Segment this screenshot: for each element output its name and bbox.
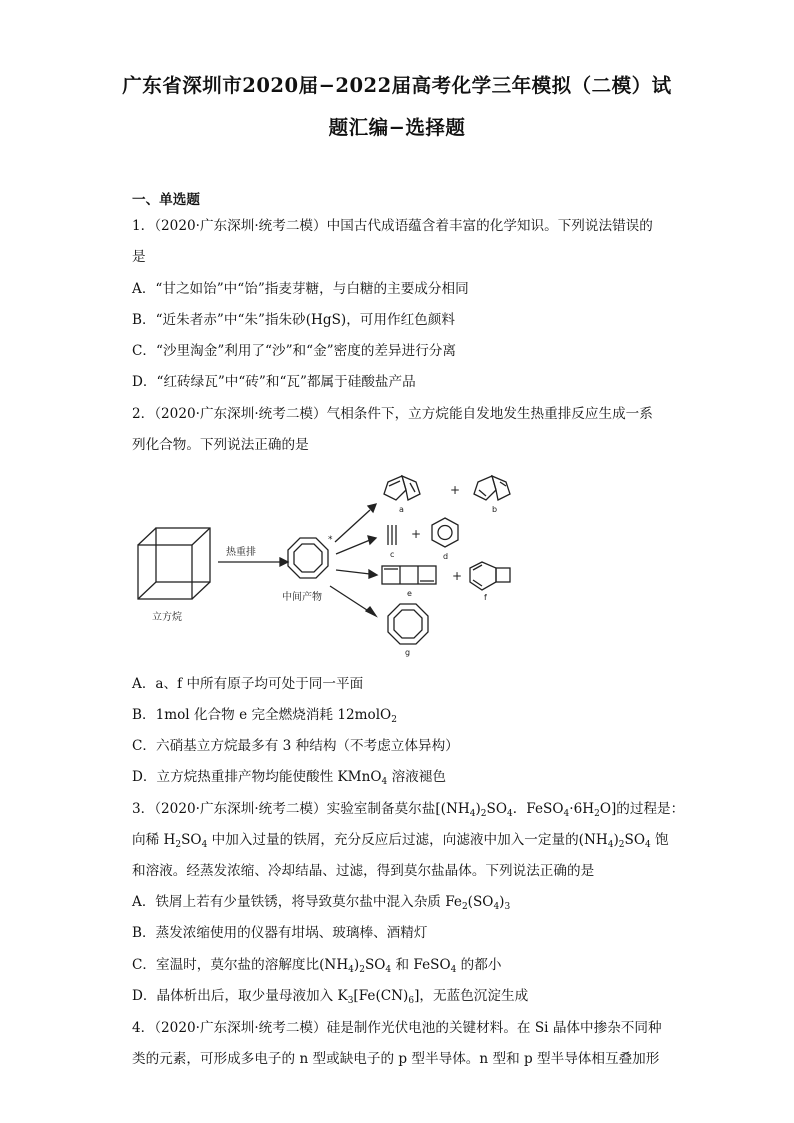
label-d: d (443, 552, 449, 561)
product-f-structure (470, 562, 510, 590)
product-c-structure (388, 525, 396, 545)
q3-stem-line1: 3．（2020·广东深圳·统考二模）实验室制备莫尔盐[$(NH_4)_2SO_4$．$FeSO_4\cdot 6H_2O$]的过程是： (132, 801, 685, 819)
q3-option-c: C．室温时，莫尔盐的溶解度比$(NH_4)_2SO_4$ 和 FeSO$_4$ 的都小 (132, 957, 502, 975)
plus-cd: + (411, 527, 422, 541)
label-g: g (405, 648, 411, 657)
cubane-label: 立方烷 (152, 612, 182, 623)
q1-stem-line1: 1．（2020·广东深圳·统考二模）中国古代成语蕴含着丰富的化学知识。下列说法错误的 (132, 218, 653, 234)
product-d-structure (432, 518, 458, 547)
product-g-structure (388, 604, 428, 644)
section-heading: 一、单选题 (132, 192, 200, 208)
q3-option-a: A．铁屑上若有少量铁锈，将导致莫尔盐中混入杂质 $Fe_2(SO_4)_3$ (132, 894, 511, 912)
q3-stem-line3: 和溶液。经蒸发浓缩、冷却结晶、过滤，得到莫尔盐晶体。下列说法正确的是 (132, 863, 595, 879)
radical-star: * (328, 535, 333, 545)
q1-option-c: C．“沙里淘金”利用了“沙”和“金”密度的差异进行分离 (132, 343, 456, 359)
label-b: b (492, 505, 498, 514)
q1-option-a: A．“甘之如饴”中“饴”指麦芽糖，与白糖的主要成分相同 (132, 281, 469, 297)
label-c: c (390, 550, 395, 559)
q4-stem-line1: 4．（2020·广东深圳·统考二模）硅是制作光伏电池的关键材料。在 Si 晶体中掺杂不同种 (132, 1020, 662, 1036)
doc-title-line2: 题汇编−选择题 (328, 116, 466, 139)
q1-option-d: D．“红砖绿瓦”中“砖”和“瓦”都属于硅酸盐产品 (132, 374, 416, 390)
q1-stem-line2: 是 (132, 249, 146, 265)
doc-title-line1: 广东省深圳市2020届−2022届高考化学三年模拟（二模）试 (122, 74, 672, 97)
label-e: e (407, 589, 412, 598)
plus-ab: + (450, 483, 461, 497)
q4-stem-line2: 类的元素，可形成多电子的 n 型或缺电子的 p 型半导体。n 型和 p 型半导体相互叠加形 (132, 1051, 660, 1067)
q2-option-d: D．立方烷热重排产物均能使酸性 KMnO$_4$ 溶液褪色 (132, 769, 446, 787)
q2-option-c: C．六硝基立方烷最多有 3 种结构（不考虑立体异构） (132, 738, 459, 754)
q3-stem-line2: 向稀 $H_2SO_4$ 中加入过量的铁屑，充分反应后过滤，向滤液中加入一定量的$(NH_4)_2SO_4$ 饱 (132, 832, 669, 850)
q2-stem-line2: 列化合物。下列说法正确的是 (132, 437, 309, 453)
product-e-structure (382, 566, 436, 584)
intermediate-structure (288, 538, 328, 578)
q3-option-d: D．晶体析出后，取少量母液加入 $K_3[Fe(CN)_6]$，无蓝色沉淀生成 (132, 988, 529, 1006)
q3-option-b: B．蒸发浓缩使用的仪器有坩埚、玻璃棒、酒精灯 (132, 925, 428, 941)
q2-stem-line1: 2．（2020·广东深圳·统考二模）气相条件下，立方烷能自发地发生热重排反应生成一系 (132, 406, 653, 422)
product-a-structure (384, 476, 420, 500)
q1-option-b: B．“近朱者赤”中“朱”指朱砂(HgS)，可用作红色颜料 (132, 312, 455, 328)
plus-ef: + (452, 569, 463, 583)
q2-option-a: A．a、f 中所有原子均可处于同一平面 (132, 676, 364, 692)
cubane-structure (138, 528, 210, 599)
label-a: a (399, 505, 404, 514)
intermediate-label: 中间产物 (282, 592, 322, 603)
product-b-structure (474, 476, 510, 500)
cubane-rearrangement-diagram (130, 460, 550, 660)
label-f: f (484, 593, 487, 602)
q2-option-b: B．1mol 化合物 e 完全燃烧消耗 12molO$_2$ (132, 707, 397, 725)
arrow-label: 热重排 (226, 547, 256, 558)
